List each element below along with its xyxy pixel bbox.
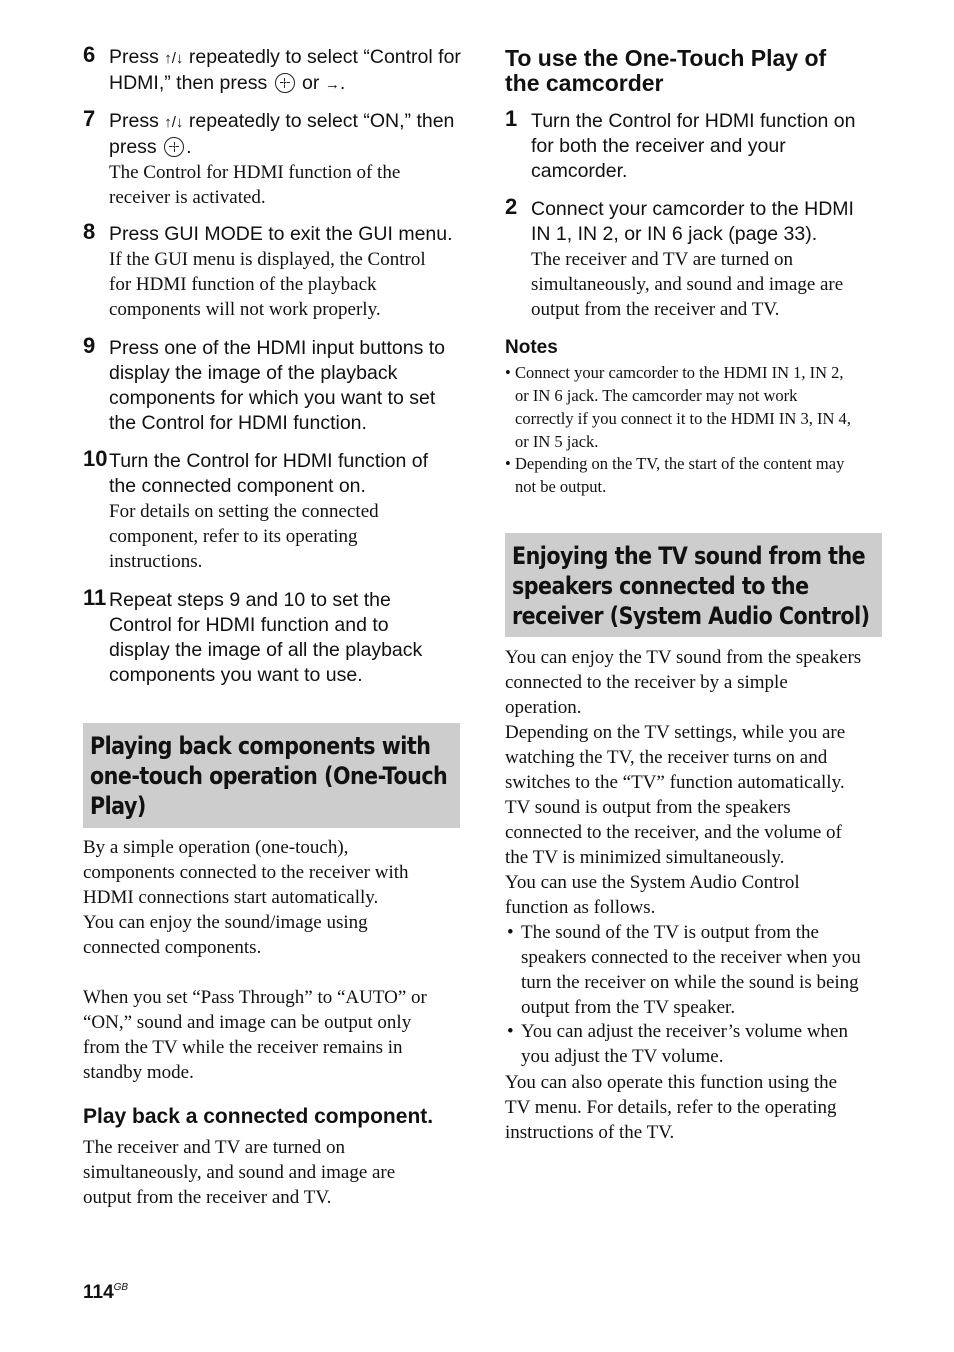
step-instruction: Press ↑/↓ repeatedly to select “ON,” then press . — [109, 110, 455, 158]
step-10 — [83, 446, 463, 574]
bullet-icon: • — [507, 922, 514, 943]
step-11 — [83, 585, 463, 688]
enter-button-icon — [164, 137, 184, 157]
step-1 — [505, 106, 885, 184]
section-heading-text: Enjoying the TV sound from the speakers connected to the receiver (System Audio Control) — [512, 542, 870, 630]
bullet-icon: • — [505, 454, 511, 473]
step-number: 10 — [83, 446, 108, 471]
step-instruction: Repeat steps 9 and 10 to set the Control for HDMI function and to display the image of all the playback components you want to use. — [109, 589, 423, 686]
section-heading-one-touch-play — [83, 723, 460, 828]
step-body: If the GUI menu is displayed, the Control for HDMI function of the playback components will not work properly. — [109, 249, 426, 320]
page-suffix: GB — [113, 1282, 129, 1293]
pass-through-paragraph: When you set “Pass Through” to “AUTO” or “ON,” sound and image can be output only from the TV while the receiver remains in standby mode. — [83, 987, 427, 1083]
step-instruction: Turn the Control for HDMI function on for both the receiver and your camcorder. — [531, 110, 856, 182]
step-instruction: Press one of the HDMI input buttons to display the image of the playback components for which you want to set the Control for HDMI function. — [109, 337, 446, 434]
step-body: For details on setting the connected component, refer to its operating instructions. — [109, 501, 379, 572]
step-number: 8 — [83, 219, 96, 244]
bullet-icon: • — [505, 363, 511, 382]
camcorder-heading: To use the One-Touch Play of the camcorder — [505, 45, 827, 96]
system-audio-outro: You can also operate this function using the TV menu. For details, refer to the operating instructions of the TV. — [505, 1072, 838, 1143]
notes-title: Notes — [505, 337, 558, 358]
bullet-icon: • — [507, 1021, 514, 1042]
step-6 — [83, 42, 463, 97]
intro-paragraph: By a simple operation (one-touch), components connected to the receiver with HDMI connections start automatically. You can enjoy the sound/image using connected components. — [83, 837, 409, 958]
step-2 — [505, 194, 885, 322]
step-instruction: Press ↑/↓ repeatedly to select “Control for HDMI,” then press or →. — [109, 46, 461, 94]
step-number: 9 — [83, 333, 96, 358]
up-down-arrows-icon: ↑/↓ — [164, 114, 184, 131]
list-item: • You can adjust the receiver’s volume when you adjust the TV volume. — [507, 1021, 848, 1067]
step-9 — [83, 333, 463, 436]
step-instruction: Connect your camcorder to the HDMI IN 1, IN 2, or IN 6 jack (page 33). — [531, 198, 854, 245]
step-number: 11 — [83, 585, 107, 610]
step-number: 6 — [83, 42, 96, 67]
page-number: $114^{GB}$ — [83, 1282, 129, 1303]
step-number: 2 — [505, 194, 518, 219]
right-arrow-icon: → — [324, 76, 340, 93]
result-paragraph: The receiver and TV are turned on simultaneously, and sound and image are output from the receiver and TV. — [83, 1137, 396, 1208]
step-8 — [83, 219, 463, 322]
enter-button-icon — [275, 73, 295, 93]
note-item: • Connect your camcorder to the HDMI IN 1, IN 2, or IN 6 jack. The camcorder may not work correctly if you connect it to the HDMI IN 3, IN 4, or IN 5 jack. — [505, 363, 851, 451]
step-number: 1 — [505, 106, 518, 131]
step-body: The Control for HDMI function of the receiver is activated. — [109, 162, 401, 208]
up-down-arrows-icon: ↑/↓ — [164, 50, 184, 67]
system-audio-intro: You can enjoy the TV sound from the speakers connected to the receiver by a simple operation. Depending on the TV settings, while you are watching the TV, the receiver turns on and switches to the “TV” function automatically. TV sound is output from the speakers connected to the receiver, and the volume of the TV is minimized simultaneously. You can use the System Audio Control function as follows. — [505, 647, 862, 918]
step-number: 7 — [83, 106, 96, 131]
note-item: • Depending on the TV, the start of the content may not be output. — [505, 454, 845, 496]
step-instruction: Press GUI MODE to exit the GUI menu. — [109, 223, 453, 245]
step-instruction: Turn the Control for HDMI function of the connected component on. — [109, 450, 428, 497]
subheading: Play back a connected component. — [83, 1105, 434, 1128]
section-heading-system-audio — [505, 533, 882, 637]
list-item: • The sound of the TV is output from the speakers connected to the receiver when you turn the receiver on while the sound is being output from the TV speaker. — [507, 922, 861, 1018]
step-7 — [83, 106, 463, 210]
section-heading-text: Playing back components with one-touch operation (One-Touch Play) — [90, 732, 448, 820]
step-body: The receiver and TV are turned on simultaneously, and sound and image are output from the receiver and TV. — [531, 249, 844, 320]
